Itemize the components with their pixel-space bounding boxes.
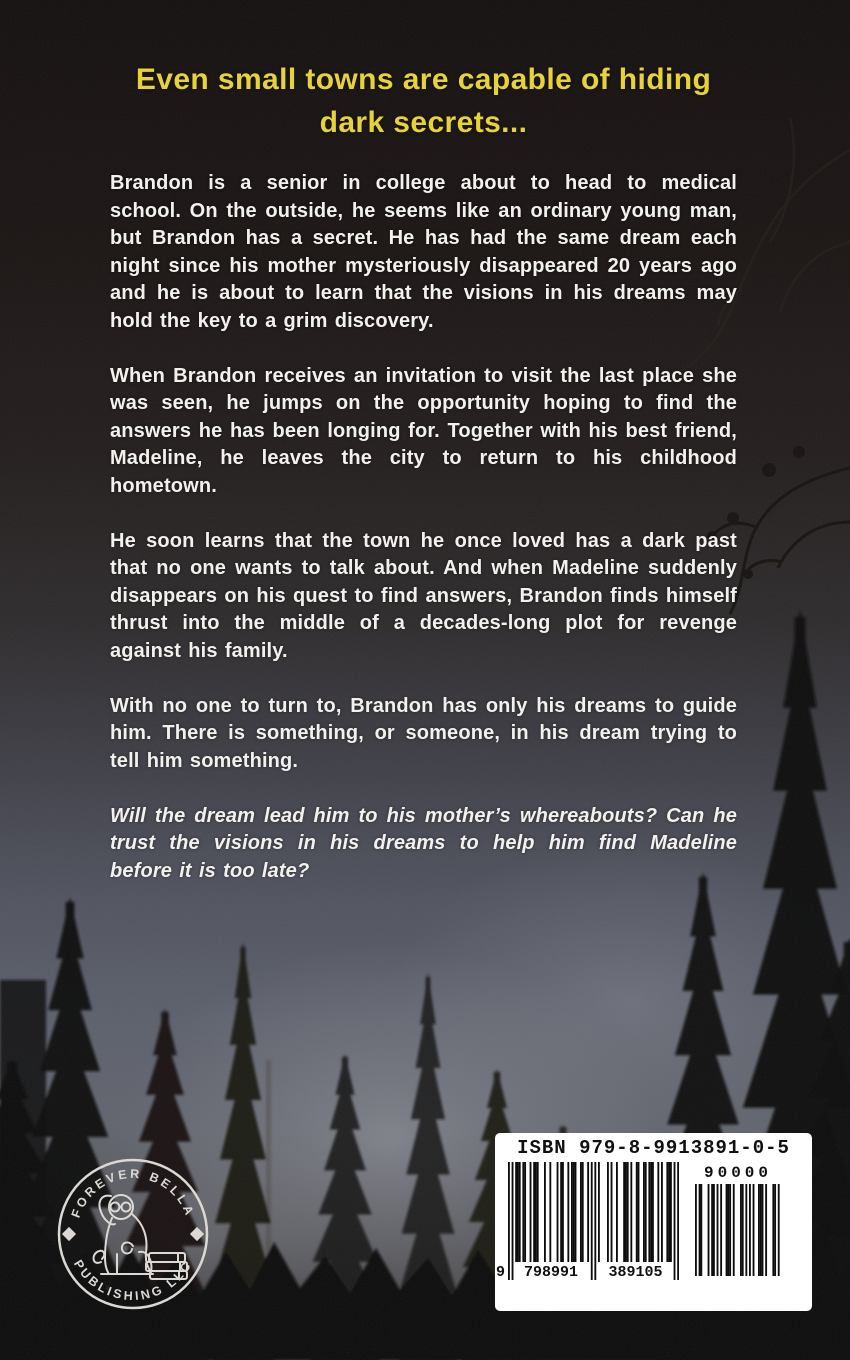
isbn-number: ISBN 979-8-9913891-0-5 <box>517 1137 790 1159</box>
logo-arc-text-bottom: PUBLISHING LLC <box>70 1257 196 1304</box>
synopsis-paragraph-3: He soon learns that the town he once loved has a dark past that no one wants to talk about. And when Madeline suddenly disappears on his quest to find answers, Brandon finds himself thrust into the middle of a decades-long plot for revenge against his family. <box>110 529 737 662</box>
headline-line-1: Even small towns are capable of hiding <box>135 63 712 96</box>
synopsis-paragraph-2: When Brandon receives an invitation to visit the last place she was seen, he jumps on the opportunity hoping to find the answers he has been longing for. Together with his best friend, Madeline, he leaves the city to return to his childhood hometown. <box>110 364 737 497</box>
barcode-bars-area <box>495 1159 812 1286</box>
ean13-barcode <box>496 1162 679 1286</box>
synopsis-paragraph-1: Brandon is a senior in college about to head to medical school. On the outside, he seems like an ordinary young man, but Brandon has a secret. He has had the same dream each night since his mother mysteriously disappeared 20 years ago and he is about to learn that the visions in his dreams may hold the key to a grim discovery. <box>110 172 737 332</box>
price-code: 90000 <box>703 1164 772 1182</box>
logo-arc-text-top: FOREVER BELLA <box>68 1166 198 1220</box>
synopsis <box>110 170 737 885</box>
barcode-digit-group: 389105 <box>600 1263 671 1283</box>
logo-circle <box>59 1160 207 1308</box>
synopsis-paragraph-4: With no one to turn to, Brandon has only his dreams to guide him. There is something, or someone, in his dream trying to tell him something. <box>110 694 737 772</box>
headline <box>110 58 737 144</box>
diamond-icon-left <box>62 1227 76 1241</box>
barcode-digit-group: 798991 <box>515 1263 587 1283</box>
headline-line-2: dark secrets... <box>319 106 528 139</box>
ean5-bars <box>695 1184 781 1280</box>
ean5-supplement <box>695 1162 781 1286</box>
publisher-logo <box>49 1150 217 1320</box>
diamond-icon-right <box>190 1227 204 1241</box>
tagline: Will the dream lead him to his mother’s whereabouts? Can he trust the visions in his dreams to help him find Madeline before it is too late? <box>110 804 737 882</box>
back-cover-copy <box>110 0 737 913</box>
barcode-digit-group: 9 <box>496 1264 506 1281</box>
isbn-barcode <box>495 1133 812 1311</box>
dog-icon <box>94 1195 153 1274</box>
